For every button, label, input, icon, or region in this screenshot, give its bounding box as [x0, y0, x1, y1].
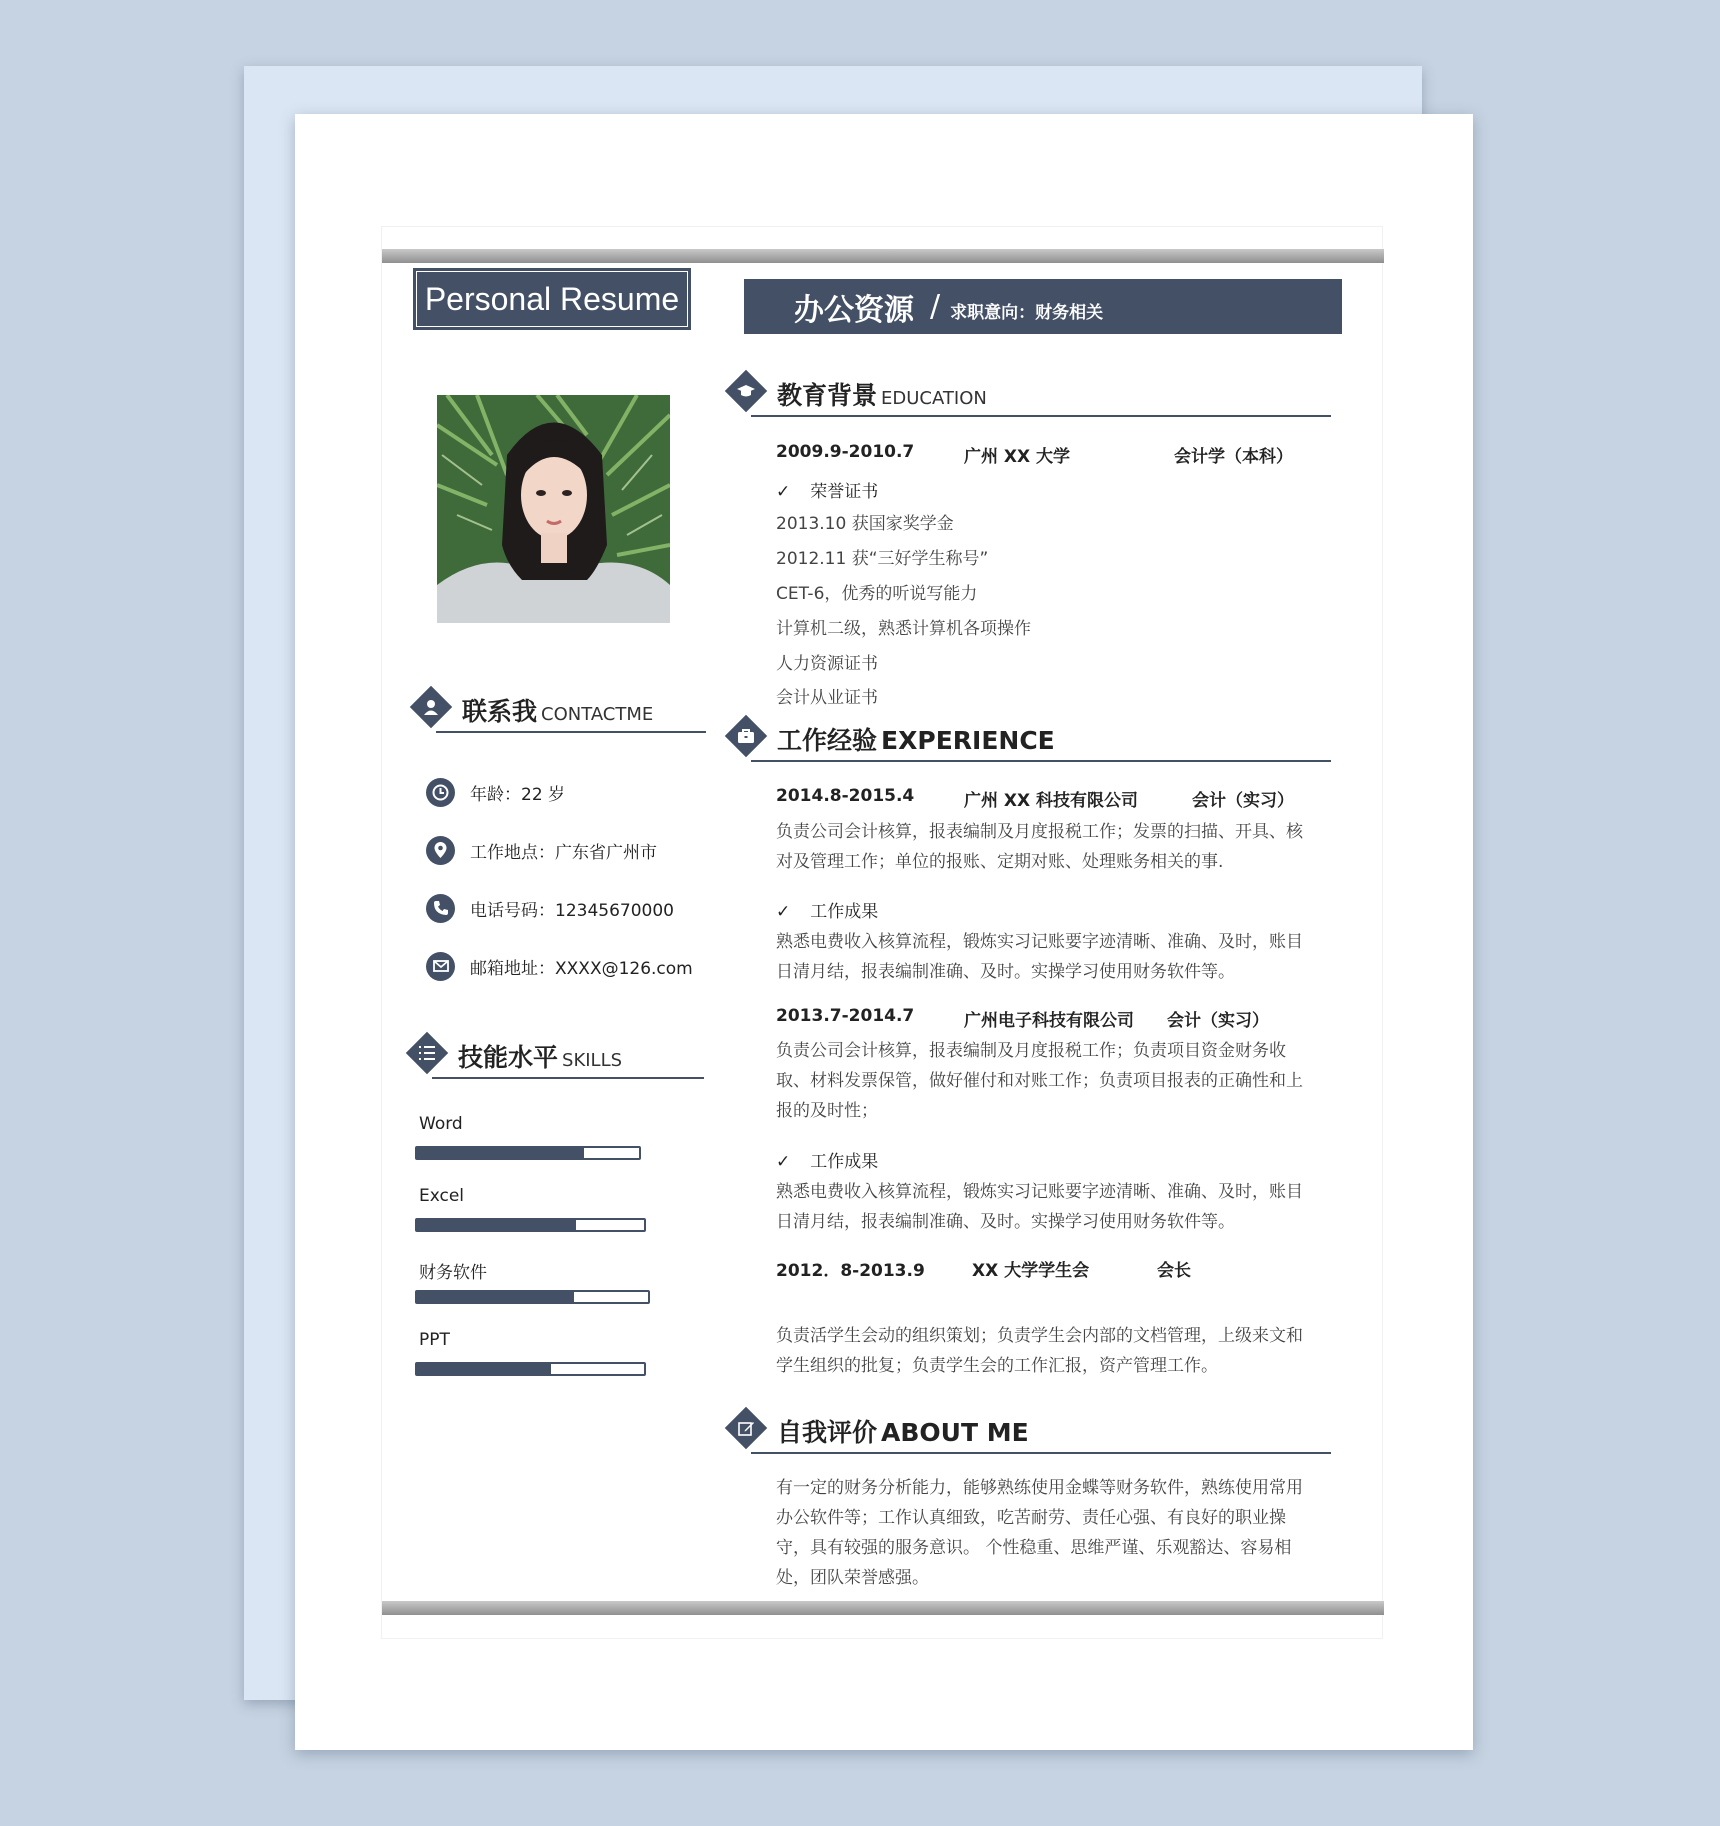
honor-line: 会计从业证书 [776, 688, 878, 708]
job-description: 负责公司会计核算，报表编制及月度报税工作；负责项目资金财务收取、材料发票保管，做好催付和对账工作；负责项目报表的正确性和上报的及时性； [776, 1041, 1303, 1121]
honor-line: 计算机二级，熟悉计算机各项操作 [776, 619, 1031, 639]
job-company: 广州电子科技有限公司 [964, 1011, 1134, 1031]
contact-phone: 电话号码：12345670000 [426, 892, 674, 924]
mail-icon [426, 952, 455, 981]
education-major: 会计学（本科） [1174, 447, 1293, 467]
result-heading: ✓ 工作成果 [776, 1152, 879, 1172]
slash-divider: / [930, 289, 941, 324]
top-bar [382, 249, 1384, 263]
honor-line: 人力资源证书 [776, 654, 878, 674]
experience-section-title [731, 716, 1331, 766]
honor-heading: ✓ 荣誉证书 [776, 482, 879, 502]
job-role: 会计（实习） [1167, 1011, 1269, 1031]
job-result: 熟悉电费收入核算流程，锻炼实习记账要字迹清晰、准确、及时，账目日清月结，报表编制准确、及时。实操学习使用财务软件等。 [776, 1182, 1303, 1232]
profile-photo [437, 395, 670, 623]
job-result: 熟悉电费收入核算流程，锻炼实习记账要字迹清晰、准确、及时，账目日清月结，报表编制准确、及时。实操学习使用财务软件等。 [776, 932, 1303, 982]
job-header-row [776, 786, 1336, 810]
skills-section-title [412, 1033, 702, 1083]
contact-person-icon [416, 692, 446, 722]
education-title-cn: 教育背景 [777, 381, 878, 410]
experience-title-en: EXPERIENCE [881, 726, 1055, 755]
skill-bar [415, 1362, 646, 1376]
education-school: 广州 XX 大学 [964, 447, 1071, 467]
contact-location: 工作地点：广东省广州市 [426, 834, 657, 866]
skill-bar [415, 1146, 641, 1160]
job-description: 负责公司会计核算，报表编制及月度报税工作；发票的扫描、开具、核对及管理工作；单位的报账、定期对账、处理账务相关的事. [776, 822, 1303, 872]
skill-ppt: PPT [415, 1330, 646, 1376]
job-header-row [776, 1256, 1336, 1280]
clock-icon [426, 778, 455, 807]
education-title-en: EDUCATION [881, 388, 987, 409]
job-company: XX 大学学生会 [972, 1261, 1090, 1281]
job-role: 会长 [1157, 1261, 1191, 1281]
job-intent: 求职意向：财务相关 [950, 303, 1104, 323]
bottom-bar [382, 1601, 1384, 1615]
result-heading: ✓ 工作成果 [776, 902, 879, 922]
graduation-cap-icon [731, 376, 761, 406]
job-period: 2013.7-2014.7 [776, 1006, 915, 1026]
job-description: 负责活学生会动的组织策划；负责学生会内部的文档管理，上级来文和学生组织的批复；负责学生会的工作汇报，资产管理工作。 [776, 1326, 1303, 1376]
education-header-row [776, 442, 1336, 466]
honor-line: 2012.11 获“三好学生称号” [776, 549, 989, 569]
check-icon: ✓ [776, 902, 791, 922]
briefcase-icon [731, 721, 761, 751]
contact-section-title [416, 687, 706, 737]
job-role: 会计（实习） [1192, 791, 1294, 811]
job-header-row [776, 1006, 1336, 1030]
contact-age: 年龄：22 岁 [426, 776, 565, 808]
divider [436, 731, 706, 733]
location-pin-icon [426, 836, 455, 865]
name: 办公资源 [794, 292, 914, 328]
skill-excel: Excel [415, 1186, 646, 1232]
contact-title-cn: 联系我 [462, 697, 538, 726]
about-title-en: ABOUT ME [881, 1418, 1029, 1447]
experience-title-cn: 工作经验 [777, 726, 878, 755]
skill-word: Word [415, 1114, 641, 1160]
divider [751, 1452, 1331, 1454]
honor-line: 2013.10 获国家奖学金 [776, 514, 954, 534]
honor-line: CET-6，优秀的听说写能力 [776, 584, 978, 604]
divider [751, 415, 1331, 417]
personal-resume-title: Personal Resume [416, 271, 688, 327]
about-title-cn: 自我评价 [777, 1418, 878, 1447]
about-text: 有一定的财务分析能力，能够熟练使用金蝶等财务软件，熟练使用常用办公软件等；工作认真细致，吃苦耐劳、责任心强、有良好的职业操守，具有较强的服务意识。 个性稳重、思维严谨、乐观豁达、容易相处，团队荣誉感强。 [776, 1478, 1303, 1588]
skill-finance-software: 财务软件 [415, 1258, 650, 1304]
about-section-title [731, 1408, 1331, 1458]
divider [751, 760, 1331, 762]
check-icon: ✓ [776, 482, 791, 502]
job-period: 2014.8-2015.4 [776, 786, 915, 806]
skills-title-en: SKILLS [562, 1050, 623, 1071]
education-period: 2009.9-2010.7 [776, 442, 915, 462]
edit-pencil-icon [731, 1413, 761, 1443]
contact-title-en: CONTACTME [541, 704, 654, 725]
job-period: 2012．8-2013.9 [776, 1261, 925, 1281]
name-banner [744, 279, 1342, 334]
divider [432, 1077, 704, 1079]
resume-page [381, 226, 1383, 1639]
job-company: 广州 XX 科技有限公司 [964, 791, 1139, 811]
skill-bar [415, 1290, 650, 1304]
skill-bar [415, 1218, 646, 1232]
education-section-title [731, 371, 1331, 421]
contact-email: 邮箱地址：XXXX@126.com [426, 950, 693, 982]
phone-icon [426, 894, 455, 923]
check-icon: ✓ [776, 1152, 791, 1172]
skills-title-cn: 技能水平 [458, 1043, 559, 1072]
list-icon [412, 1038, 442, 1068]
